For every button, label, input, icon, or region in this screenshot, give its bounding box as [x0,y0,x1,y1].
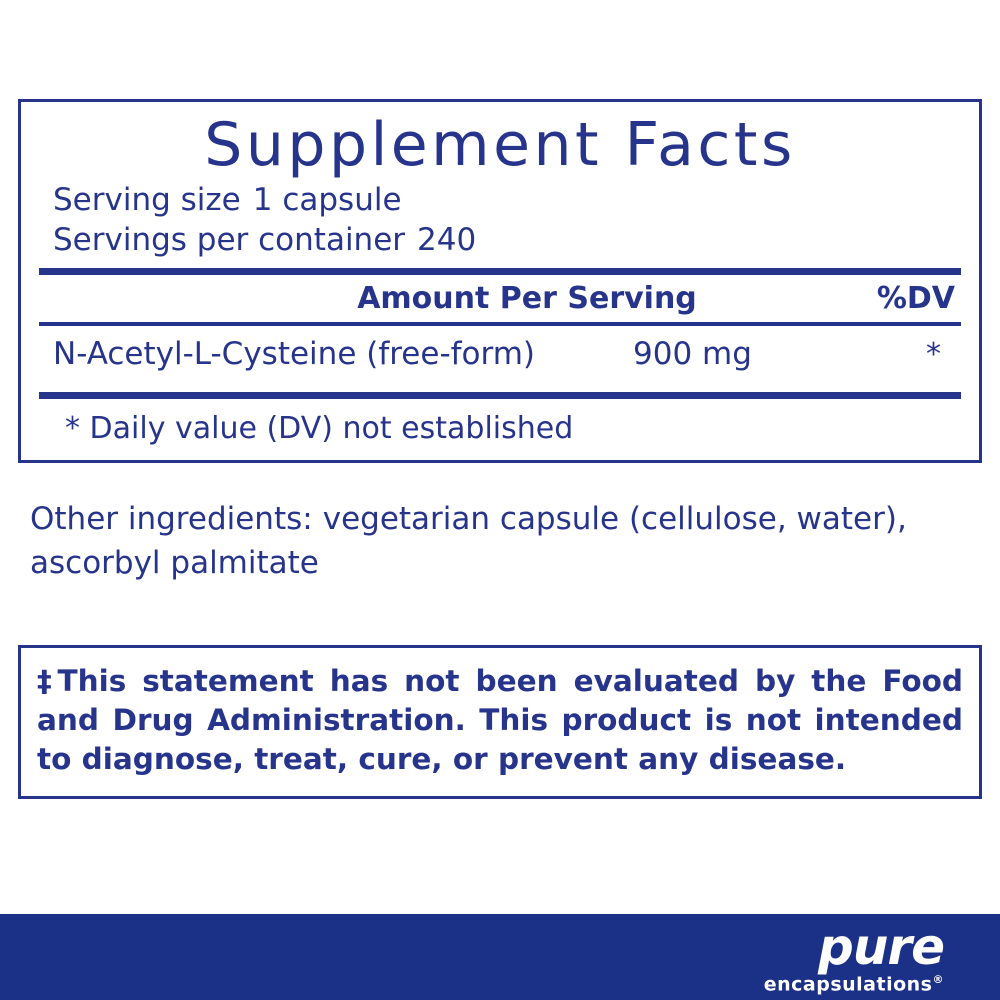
column-header-percent-dv: %DV [876,281,955,317]
ingredient-percent-dv: * [926,337,941,373]
page-title: Supplement Facts [204,110,796,180]
supplement-facts-panel [18,99,982,463]
brand-bar [0,914,1000,1000]
brand-tagline: encapsulations® [763,973,944,996]
divider-top [39,268,961,275]
table-row [39,326,961,384]
ingredient-amount: 900 mg [633,336,752,373]
other-ingredients-value: vegetarian capsule (cellulose, water), ascorbyl palmitate [30,501,907,582]
serving-size-label: Serving size [53,182,241,218]
other-ingredients [30,497,980,585]
serving-size-line [53,181,961,221]
servings-per-container-label: Servings per container [53,221,406,258]
registered-trademark-icon: ® [932,973,944,986]
serving-size-value: 1 capsule [252,182,402,218]
fda-disclaimer: ‡This statement has not been evaluated by the Food and Drug Administration. This product is not intended to diagnose, treat, cure, or prevent any disease. [18,645,982,799]
table-header-row [39,275,961,322]
other-ingredients-label: Other ingredients: [30,501,313,537]
brand-logo [763,918,944,996]
servings-per-container-line [53,221,961,261]
divider-bottom [39,392,961,399]
ingredient-name: N-Acetyl-L-Cysteine (free-form) [53,336,536,373]
daily-value-footnote: * Daily value (DV) not established [65,411,574,447]
servings-per-container-value: 240 [417,221,477,258]
column-header-amount-per-serving: Amount Per Serving [357,281,697,317]
brand-name: pure [818,918,944,976]
